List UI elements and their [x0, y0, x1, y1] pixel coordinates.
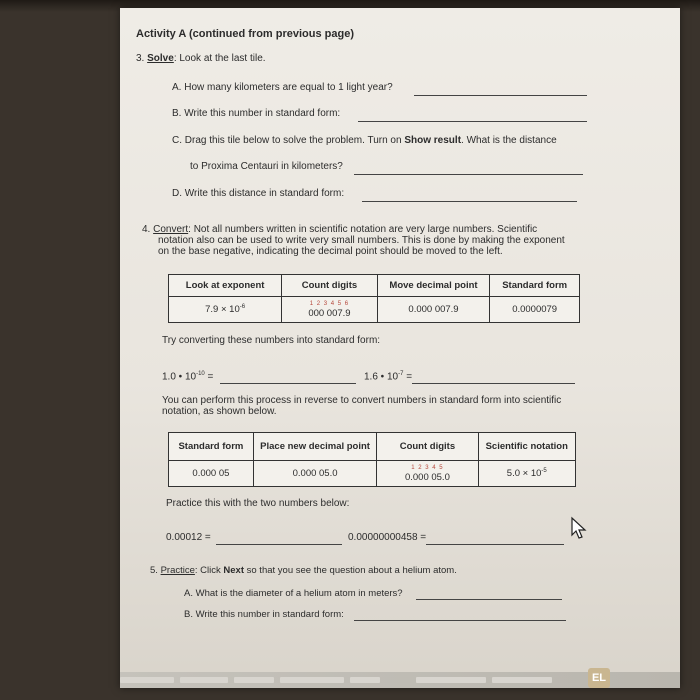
question-4-intro: 4. Convert: Not all numbers written in scientific notation are very large numbers. Scientific notation also can be used to write very small numbers. This is done by making the exponent on the base negative, indicating the decimal point should be moved to the left.	[142, 224, 565, 257]
next-label: Next	[223, 565, 244, 576]
answer-line-example-2[interactable]	[412, 383, 575, 384]
table2-header-digits: Count digits	[377, 433, 478, 461]
table2-header-standard: Standard form	[169, 433, 254, 461]
question-5b: B. Write this number in standard form:	[184, 609, 344, 620]
table2-header-scientific: Scientific notation	[478, 433, 575, 461]
question-3-label: Solve	[147, 53, 174, 64]
practice-instructions: Practice this with the two numbers below:	[166, 498, 350, 509]
table2-place-cell: 0.000 05.0	[253, 461, 376, 487]
reverse-process-text: You can perform this process in reverse to convert numbers in standard form into scientific notation, as shown below.	[162, 395, 562, 417]
question-3b: B. Write this number in standard form:	[172, 108, 341, 119]
practice-expression-2: 0.00000000458 =	[348, 532, 427, 543]
try-converting-text: Try converting these numbers into standard form:	[162, 335, 381, 346]
table1-header-standard: Standard form	[490, 275, 580, 297]
example-1-expression: 1.0 • $10^{-10}$ =	[162, 371, 214, 383]
worksheet-page	[120, 8, 680, 688]
question-5-label: Practice	[160, 565, 195, 576]
table2-digits-cell: 1 2 3 4 5 0.000 05.0	[377, 461, 478, 487]
table1-exponent-cell: $7.9 \times 10^{-6}$	[169, 297, 282, 323]
practice-expression-1: 0.00012 =	[166, 532, 211, 543]
table2-scientific-cell: $5.0 \times 10^{-5}$	[478, 461, 575, 487]
page-heading: Activity A (continued from previous page)	[136, 28, 354, 40]
answer-line-3a[interactable]	[414, 95, 587, 96]
table1-digits-cell: 1 2 3 4 5 6 000 007.9	[282, 297, 377, 323]
question-3c-continued: to Proxima Centauri in kilometers?	[190, 161, 343, 172]
table1-header-move: Move decimal point	[377, 275, 490, 297]
standard-to-scientific-table	[168, 432, 576, 487]
exponent-conversion-table	[168, 274, 580, 323]
question-4-label: Convert	[153, 224, 189, 235]
question-5-prompt: 5. Practice: Click Next so that you see the question about a helium atom.	[150, 565, 457, 576]
table1-header-exponent: Look at exponent	[169, 275, 282, 297]
show-result-label: Show result	[404, 135, 462, 146]
answer-line-example-1[interactable]	[220, 383, 356, 384]
question-3-prompt: 3. Solve: Look at the last tile.	[136, 53, 266, 64]
mouse-pointer-icon	[568, 516, 590, 540]
question-3d: D. Write this distance in standard form:	[172, 188, 345, 199]
question-5a: A. What is the diameter of a helium atom in meters?	[184, 588, 403, 599]
question-3a: A. How many kilometers are equal to 1 light year?	[172, 82, 393, 93]
answer-line-practice-2[interactable]	[426, 544, 564, 545]
table2-header-place: Place new decimal point	[253, 433, 376, 461]
answer-line-3c[interactable]	[354, 174, 583, 175]
answer-line-5b[interactable]	[354, 620, 566, 621]
table2-standard-cell: 0.000 05	[169, 461, 254, 487]
table1-standard-cell: 0.0000079	[490, 297, 580, 323]
question-3c: C. Drag this tile below to solve the problem. Turn on Show result. What is the distance	[172, 135, 557, 146]
table1-header-digits: Count digits	[282, 275, 377, 297]
answer-line-3d[interactable]	[362, 201, 577, 202]
answer-line-practice-1[interactable]	[216, 544, 342, 545]
example-2-expression: 1.6 • $10^{-7}$ =	[364, 371, 413, 383]
answer-line-5a[interactable]	[416, 599, 562, 600]
answer-line-3b[interactable]	[358, 121, 587, 122]
table1-move-cell: 0.000 007.9	[377, 297, 490, 323]
publisher-logo: EL	[588, 668, 610, 688]
